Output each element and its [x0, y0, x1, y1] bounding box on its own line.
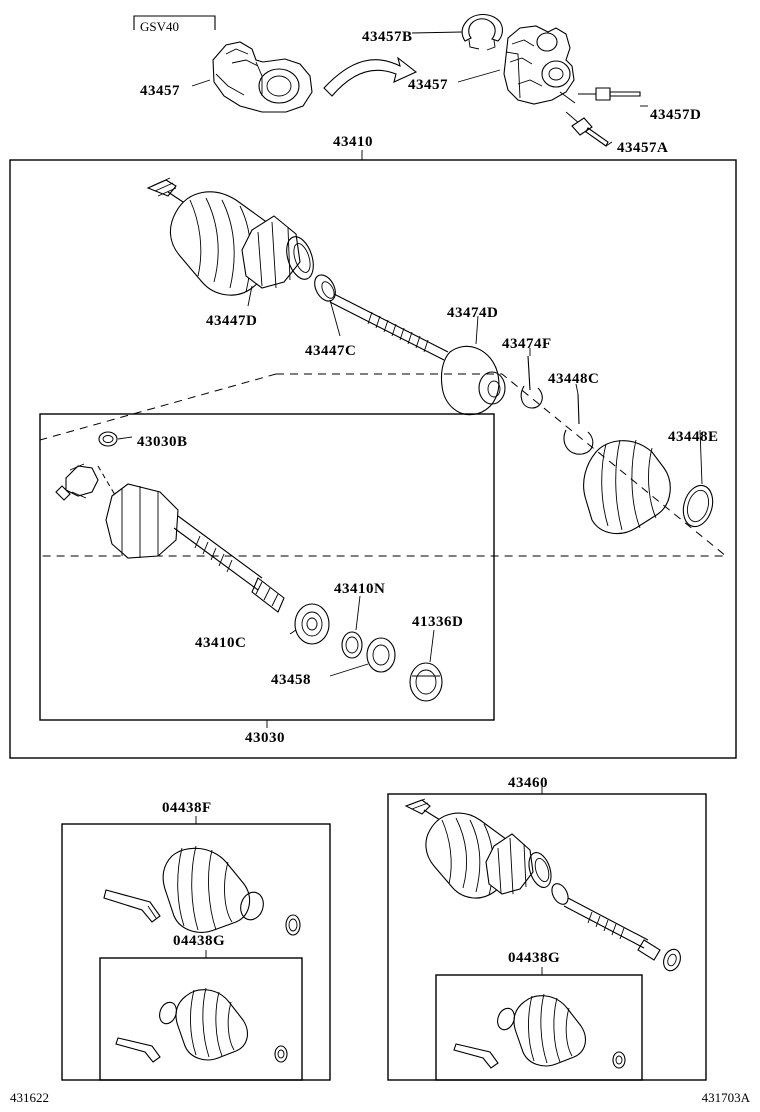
boot-kit-right-inner [454, 994, 625, 1068]
label-43447d: 43447D [206, 313, 258, 329]
label-43457-right: 43457 [408, 77, 448, 93]
boot-kit-left-inner [116, 988, 287, 1062]
label-43410c: 43410C [195, 635, 247, 651]
label-43030b: 43030B [137, 434, 188, 450]
label-04438g-left: 04438G [173, 933, 226, 949]
label-43030: 43030 [245, 730, 285, 746]
label-43447c: 43447C [305, 343, 357, 359]
label-43448e: 43448E [668, 429, 719, 445]
label-43458: 43458 [271, 672, 311, 688]
label-41336d: 41336D [412, 614, 464, 630]
label-43448c: 43448C [548, 371, 600, 387]
boot-kit-left [104, 846, 300, 935]
label-43410n: 43410N [334, 581, 386, 597]
label-43457d: 43457D [650, 107, 702, 123]
label-gsv40: GSV40 [140, 19, 180, 34]
figure-id-left: 431622 [10, 1090, 49, 1105]
inner-box-43030 [40, 414, 494, 720]
inner-joint-assembly [56, 432, 442, 701]
label-04438f: 04438F [162, 800, 212, 816]
label-43460: 43460 [508, 775, 548, 791]
label-43474d: 43474D [447, 305, 499, 321]
drive-shaft-assembly [148, 178, 717, 534]
figure-id-right: 431703A [701, 1090, 750, 1105]
label-43457b: 43457B [362, 29, 413, 45]
label-43410: 43410 [333, 134, 373, 150]
drive-shaft-right [406, 799, 683, 973]
label-43457-left: 43457 [140, 83, 180, 99]
label-43457a: 43457A [617, 140, 669, 156]
label-43474f: 43474F [502, 336, 552, 352]
label-04438g-right: 04438G [508, 950, 561, 966]
